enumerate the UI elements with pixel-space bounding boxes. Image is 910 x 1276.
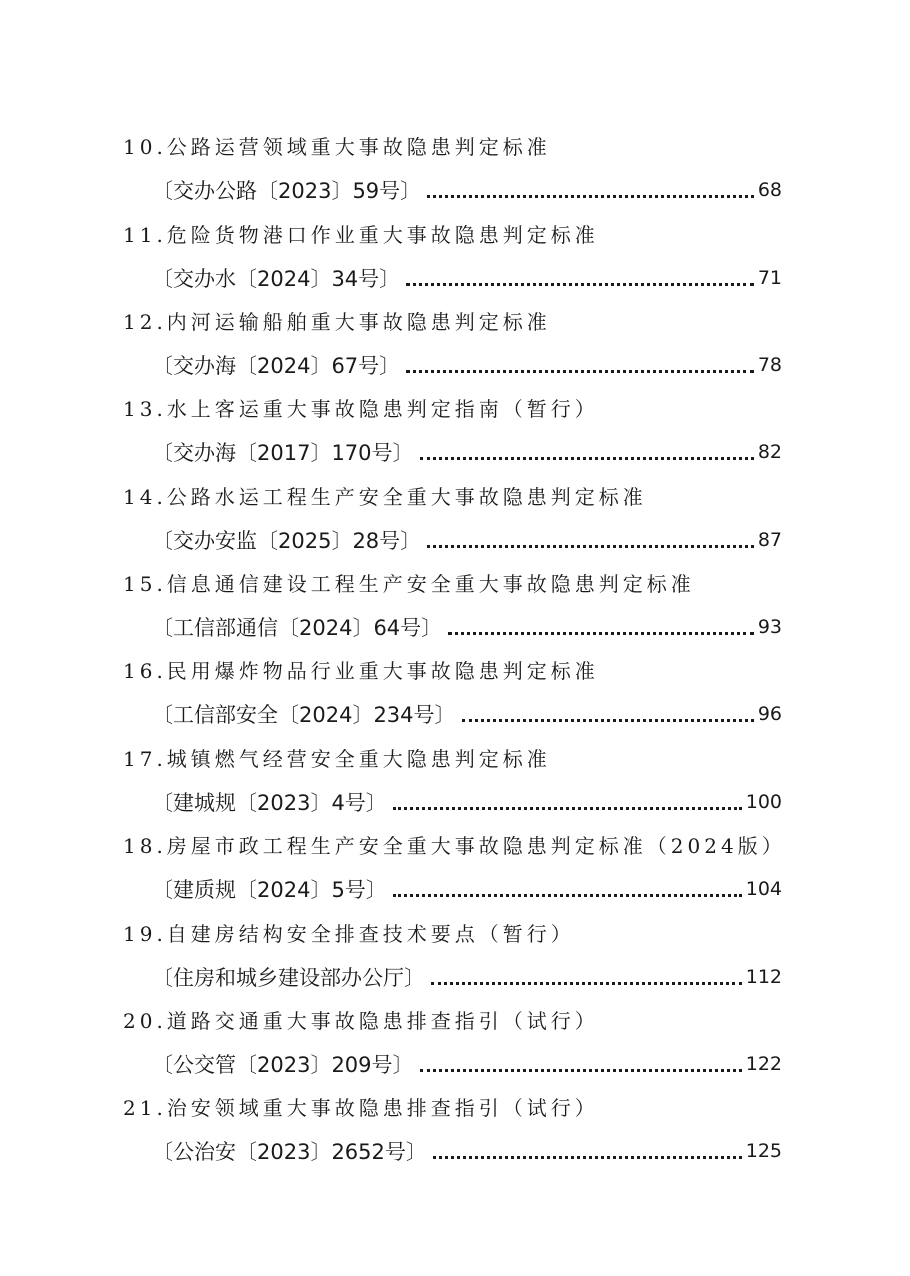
toc-entry-title: 21.治安领域重大事故隐患排查指引（试行）	[123, 1096, 599, 1120]
toc-entry-title: 14.公路水运工程生产安全重大事故隐患判定标准	[123, 485, 647, 509]
toc-entry-page: 104	[745, 878, 782, 900]
toc-entry	[0, 655, 910, 743]
toc-entry-page: 68	[757, 179, 782, 201]
dot-leader	[420, 1061, 742, 1072]
toc-entry-source: 〔建质规〔2024〕5号〕	[152, 878, 387, 902]
toc-entry-title: 17.城镇燃气经营安全重大隐患判定标准	[123, 747, 551, 771]
toc-entry-title: 15.信息通信建设工程生产安全重大事故隐患判定标准	[123, 572, 695, 596]
toc-entry-reference	[152, 348, 782, 382]
toc-entry-reference	[152, 523, 782, 557]
toc-entry	[0, 830, 910, 918]
toc-entry-page: 78	[757, 354, 782, 376]
toc-entry-reference	[152, 173, 782, 207]
toc-entry	[0, 918, 910, 1006]
toc-entry-title: 11.危险货物港口作业重大事故隐患判定标准	[123, 223, 599, 247]
toc-entry-reference	[152, 785, 782, 819]
toc-entry-page: 100	[745, 791, 782, 813]
dot-leader	[406, 275, 754, 286]
dot-leader	[393, 799, 742, 810]
toc-entry-page: 93	[757, 616, 782, 638]
toc-entry	[0, 393, 910, 481]
toc-entry	[0, 743, 910, 831]
toc-entry-title: 10.公路运营领域重大事故隐患判定标准	[123, 135, 551, 159]
dot-leader	[427, 537, 754, 548]
toc-entry-source: 〔交办海〔2017〕170号〕	[152, 441, 414, 465]
toc-entry-reference	[152, 435, 782, 469]
toc-entry	[0, 306, 910, 394]
toc-entry-source: 〔公交管〔2023〕209号〕	[152, 1053, 414, 1077]
toc-entry-reference	[152, 872, 782, 906]
dot-leader	[420, 449, 754, 460]
toc-entry-page: 82	[757, 441, 782, 463]
toc-entry-title: 12.内河运输船舶重大事故隐患判定标准	[123, 310, 551, 334]
toc-entry-title: 13.水上客运重大事故隐患判定指南（暂行）	[123, 397, 599, 421]
toc-entry-source: 〔工信部安全〔2024〕234号〕	[152, 703, 456, 727]
toc-entry-page: 122	[745, 1053, 782, 1075]
toc-entry-page: 71	[757, 267, 782, 289]
toc-entry-source: 〔交办公路〔2023〕59号〕	[152, 179, 422, 203]
toc-entry-title: 20.道路交通重大事故隐患排查指引（试行）	[123, 1009, 599, 1033]
toc-entry-page: 87	[757, 529, 782, 551]
toc-entry-title: 18.房屋市政工程生产安全重大事故隐患判定标准（2024版）	[123, 834, 786, 858]
toc-entry	[0, 219, 910, 307]
dot-leader	[462, 711, 754, 722]
toc-entry-source: 〔交办安监〔2025〕28号〕	[152, 529, 422, 553]
toc-entry-source: 〔工信部通信〔2024〕64号〕	[152, 616, 443, 640]
toc-entry-reference	[152, 1134, 782, 1168]
toc-entry-reference	[152, 261, 782, 295]
dot-leader	[427, 187, 754, 198]
toc-entry-reference	[152, 610, 782, 644]
toc-entry-reference	[152, 1047, 782, 1081]
toc-entry-source: 〔公治安〔2023〕2652号〕	[152, 1140, 427, 1164]
toc-entry-page: 112	[745, 966, 782, 988]
toc-entry-title: 19.自建房结构安全排查技术要点（暂行）	[123, 922, 575, 946]
toc-entry-source: 〔交办海〔2024〕67号〕	[152, 354, 401, 378]
toc-entry	[0, 131, 910, 219]
toc-entry-source: 〔交办水〔2024〕34号〕	[152, 267, 401, 291]
dot-leader	[431, 974, 742, 985]
toc-entry-page: 125	[745, 1140, 782, 1162]
dot-leader	[433, 1148, 742, 1159]
dot-leader	[393, 886, 742, 897]
toc-entry-reference	[152, 697, 782, 731]
dot-leader	[406, 362, 754, 373]
toc-entry-source: 〔住房和城乡建设部办公厅〕	[152, 966, 425, 990]
toc-entry	[0, 1005, 910, 1093]
toc-entry-page: 96	[757, 703, 782, 725]
dot-leader	[448, 624, 754, 635]
toc-entry-title: 16.民用爆炸物品行业重大事故隐患判定标准	[123, 659, 599, 683]
toc-entry	[0, 568, 910, 656]
toc-entry-reference	[152, 960, 782, 994]
toc-entry	[0, 1092, 910, 1180]
toc-entry-source: 〔建城规〔2023〕4号〕	[152, 791, 387, 815]
toc-entry	[0, 481, 910, 569]
